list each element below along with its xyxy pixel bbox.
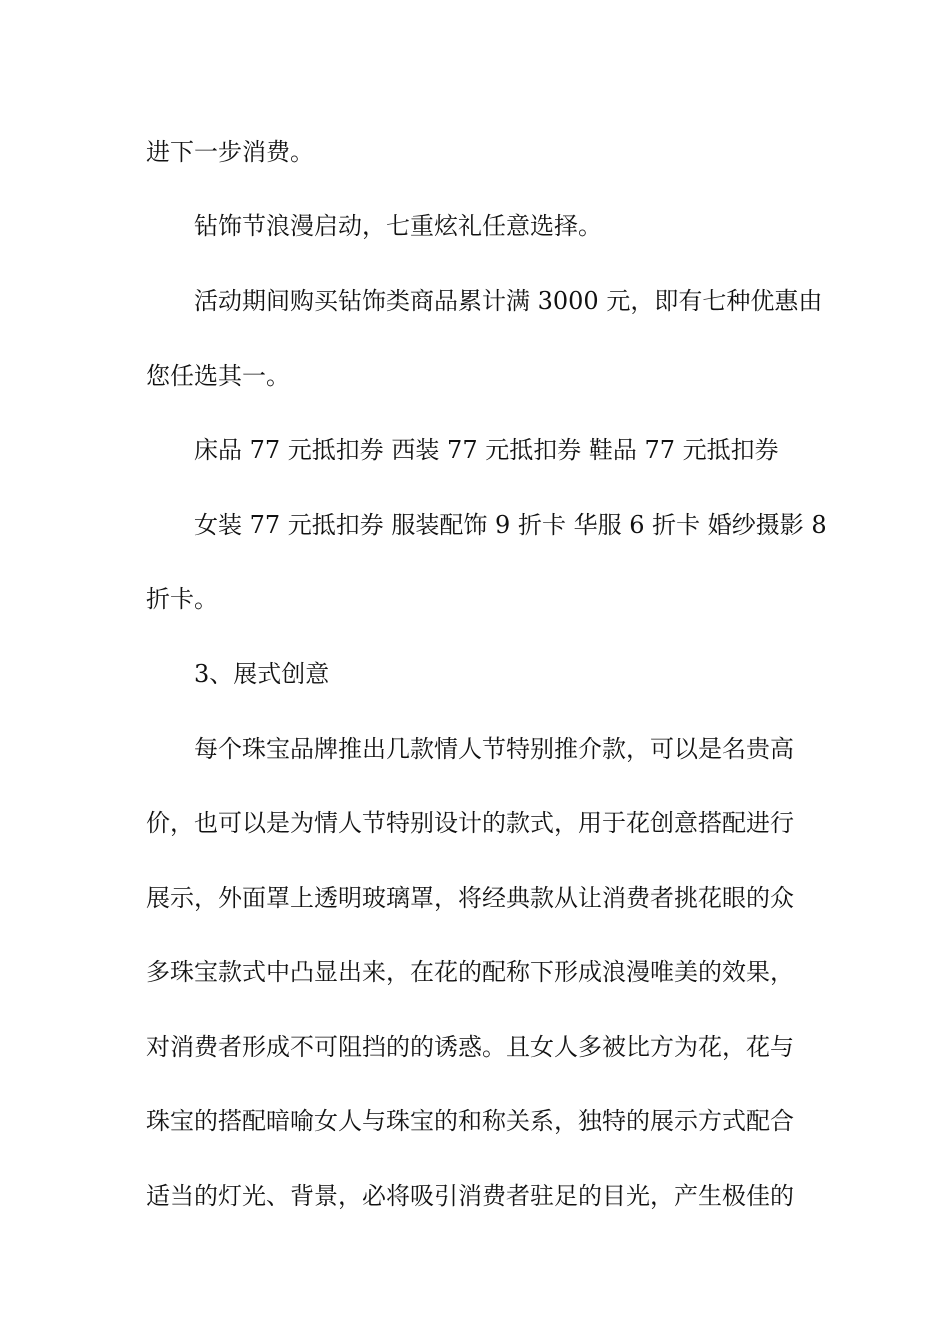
text-line: 进下一步消费。 xyxy=(146,138,314,166)
text-line: 活动期间购买钻饰类商品累计满 3000 元，即有七种优惠由 xyxy=(194,287,823,315)
text-line: 女装 77 元抵扣券 服装配饰 9 折卡 华服 6 折卡 婚纱摄影 8 xyxy=(194,511,827,539)
text-line: 对消费者形成不可阻挡的的诱惑。且女人多被比方为花，花与 xyxy=(146,1033,794,1061)
text-line: 展示，外面罩上透明玻璃罩，将经典款从让消费者挑花眼的众 xyxy=(146,884,794,912)
section-heading: 3、展式创意 xyxy=(194,660,330,688)
text-line: 多珠宝款式中凸显出来，在花的配称下形成浪漫唯美的效果， xyxy=(146,958,794,986)
text-line: 每个珠宝品牌推出几款情人节特别推介款，可以是名贵高 xyxy=(194,735,794,763)
text-line: 适当的灯光、背景，必将吸引消费者驻足的目光，产生极佳的 xyxy=(146,1182,794,1210)
text-line: 珠宝的搭配暗喻女人与珠宝的和称关系，独特的展示方式配合 xyxy=(146,1107,794,1135)
text-line: 折卡。 xyxy=(146,585,218,613)
text-line: 床品 77 元抵扣券 西装 77 元抵扣券 鞋品 77 元抵扣券 xyxy=(194,436,779,464)
text-line: 钻饰节浪漫启动，七重炫礼任意选择。 xyxy=(194,212,602,240)
text-line: 价，也可以是为情人节特别设计的款式，用于花创意搭配进行 xyxy=(146,809,794,837)
text-line: 您任选其一。 xyxy=(146,362,290,390)
